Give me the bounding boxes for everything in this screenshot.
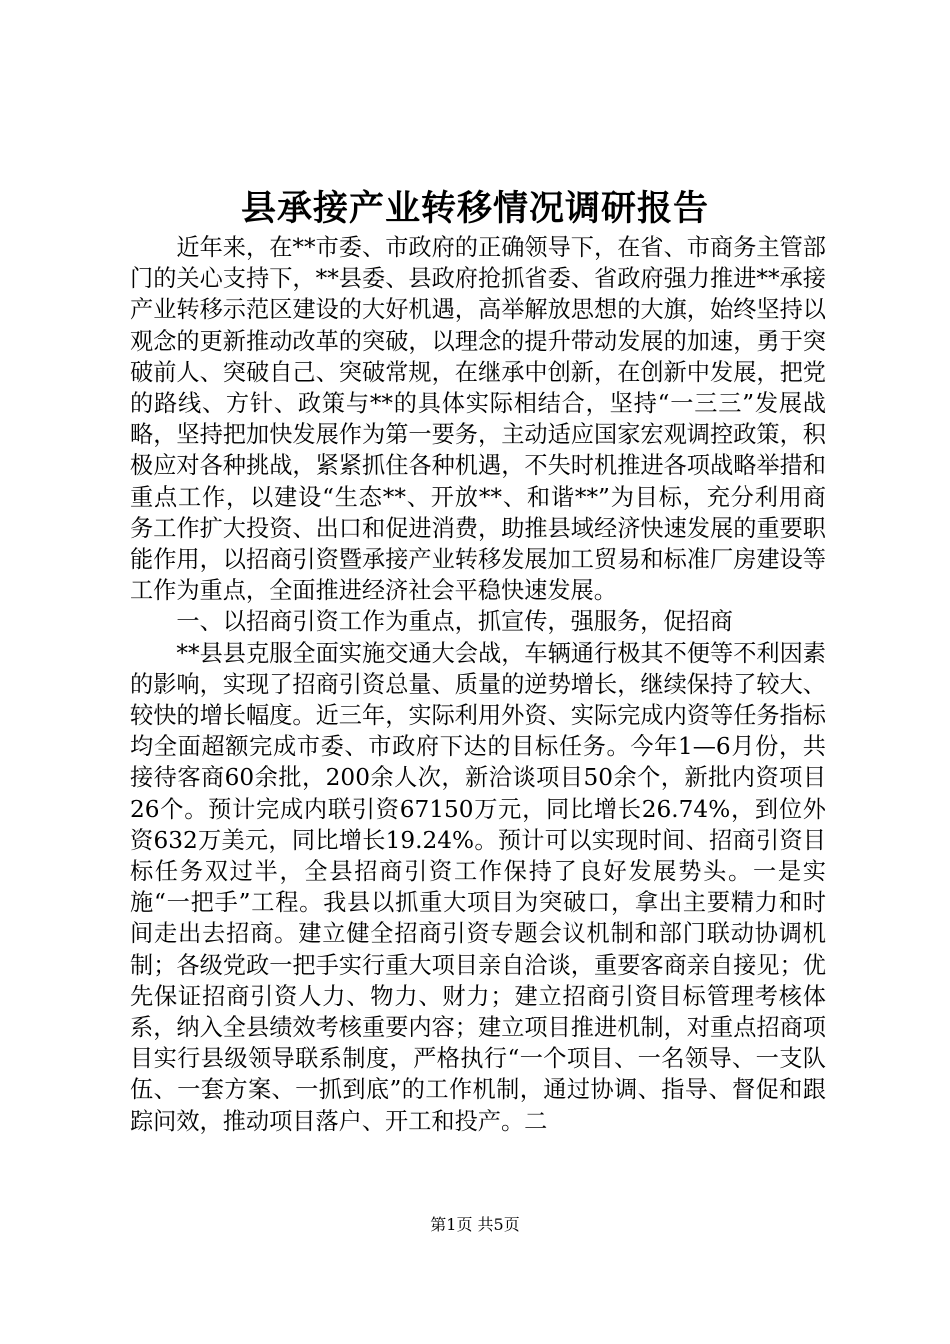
paragraph-section-1: **县县克服全面实施交通大会战，车辆通行极其不便等不利因素的影响，实现了招商引资总量、质量的逆势增长，继续保持了较大、较快的增长幅度。近三年，实际利用外资、实际完成内资等任务指标均全面超额完成市委、市政府下达的目标任务。今年1—6月份，共接待客商60余批，200余人次，新洽谈项目50余个，新批内资项目26个。预计完成内联引资67150万元，同比增长26.74%，到位外资632万美元，同比增长19.24%。预计可以实现时间、招商引资目标任务双过半，全县招商引资工作保持了良好发展势头。一是实施“一把手”工程。我县以抓重大项目为突破口，拿出主要精力和时间走出去招商。建立健全招商引资专题会议机制和部门联动协调机制；各级党政一把手实行重大项目亲自洽谈，重要客商亲自接见；优先保证招商引资人力、物力、财力；建立招商引资目标管理考核体系，纳入全县绩效考核重要内容；建立项目推进机制，对重点招商项目实行县级领导联系制度，严格执行“一个项目、一名领导、一支队伍、一套方案、一抓到底”的工作机制，通过协调、指导、督促和跟踪问效，推动项目落户、开工和投产。二 <box>130 639 826 1135</box>
page-footer: 第1页 共5页 <box>430 1215 520 1234</box>
paragraph-intro: 近年来，在**市委、市政府的正确领导下，在省、市商务主管部门的关心支持下，**县委、县政府抢抓省委、省政府强力推进**承接产业转移示范区建设的大好机遇，高举解放思想的大旗，始终坚持以观念的更新推动改革的突破，以理念的提升带动发展的加速，勇于突破前人、突破自己、突破常规，在继承中创新，在创新中发展，把党的路线、方针、政策与**的具体实际相结合，坚持“一三三”发展战略，坚持把加快发展作为第一要务，主动适应国家宏观调控政策，积极应对各种挑战，紧紧抓住各种机遇，不失时机推进各项战略举措和重点工作，以建设“生态**、开放**、和谐**”为目标，充分利用商务工作扩大投资、出口和促进消费，助推县域经济快速发展的重要职能作用，以招商引资暨承接产业转移发展加工贸易和标准厂房建设等工作为重点，全面推进经济社会平稳快速发展。 <box>130 234 826 605</box>
document-body <box>130 232 826 1137</box>
section-heading-1: 一、以招商引资工作为重点，抓宣传，强服务，促招商 <box>176 608 733 636</box>
document-title: 县承接产业转移情况调研报告 <box>240 188 709 229</box>
